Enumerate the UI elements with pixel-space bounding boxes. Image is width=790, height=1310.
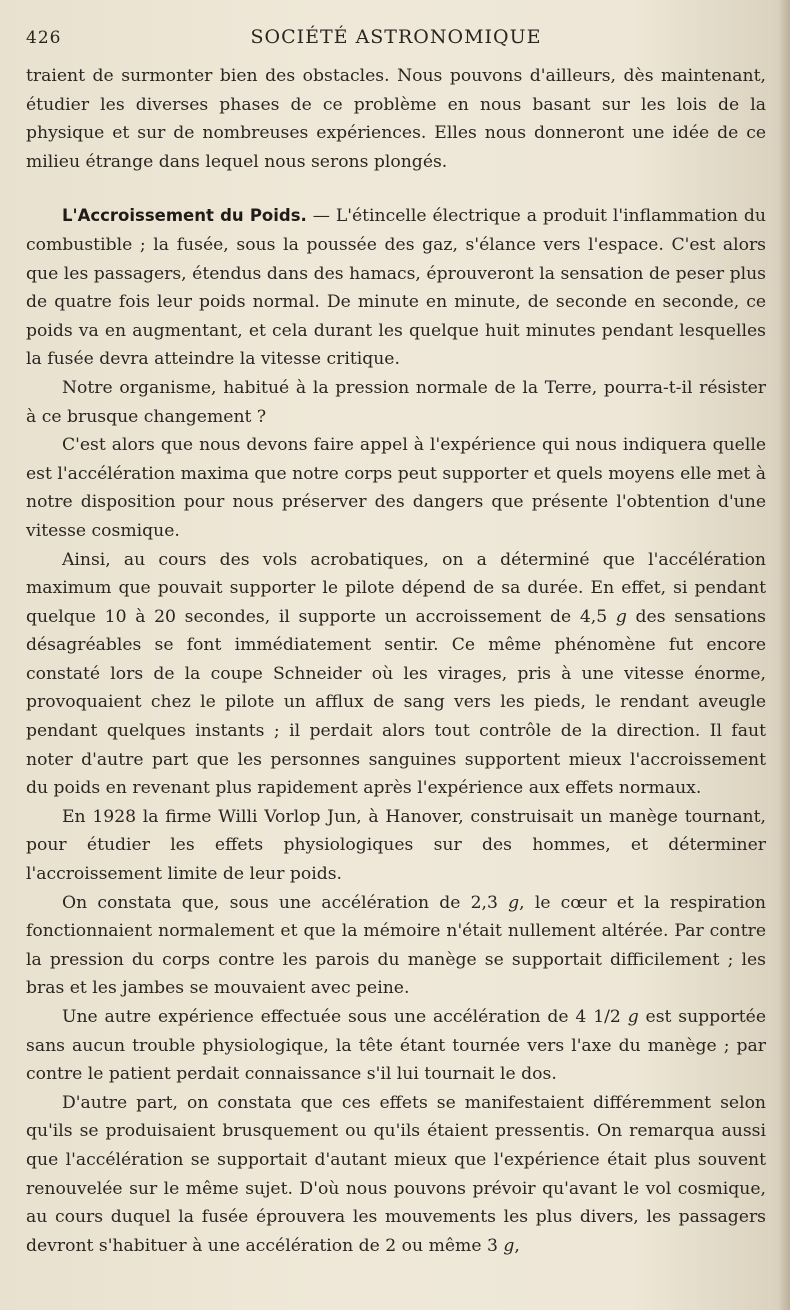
paragraph-text: D'autre part, on constata que ces effets se manifestaient différemment selon qu'ils se produisaient brusquement ou qu'ils étaient pressentis. On remarqua aussi que l'accélération se supportait d'autant mieux que l'expérience était plus souvent renouvelée sur le même sujet. D'où nous pouvons prévoir qu'avant le vol cosmique, au cours duquel la fusée éprouvera les mouvements les plus divers, les passagers devront s'habituer à une accélération de 2 ou même 3: [26, 1092, 766, 1256]
g-unit: g: [503, 1235, 515, 1256]
page-edge-shadow: [778, 0, 790, 1310]
paragraph-text: est supportée sans aucun trouble physiologique, la tête étant tournée vers l'axe du manège ; par contre le patient perdait connaissance s'il lui tournait le dos.: [26, 1007, 766, 1085]
paragraph: Notre organisme, habitué à la pression normale de la Terre, pourra-t-il résister à ce brusque changement ?: [26, 377, 766, 427]
paragraph: [26, 1003, 766, 1089]
paragraph: C'est alors que nous devons faire appel à l'expérience qui nous indiquera quelle est l'accélération maxima que notre corps peut supporter et quels moyens elle met à notre disposition pour nous préserver des dangers que présente l'obtention d'une vitesse cosmique.: [26, 435, 766, 541]
paragraph-text: Une autre expérience effectuée sous une accélération de 4 1/2: [62, 1007, 628, 1027]
g-unit: g: [627, 1007, 639, 1027]
section-gap: [26, 176, 766, 202]
paragraph: [26, 546, 766, 803]
g-unit: g: [508, 892, 520, 913]
paragraph: En 1928 la firme Willi Vorlop Jun, à Hanover, construisait un manège tournant, pour étudier les effets physiologiques sur des hommes, et déterminer l'accroissement limite de leur poids.: [26, 806, 766, 885]
paragraph-continued: traient de surmonter bien des obstacles. Nous pouvons d'ailleurs, dès maintenant, étudier les diverses phases de ce problème en nous basant sur les lois de la physique et sur de nombreuses expériences. Elles nous donneront une idée de ce milieu étrange dans lequel nous serons plongés.: [26, 66, 766, 172]
paragraph: [26, 1089, 766, 1261]
paragraph-text: On constata que, sous une accélération de 2,3: [62, 892, 509, 913]
paragraph-text: , le cœur et la respiration fonctionnaient normalement et que la mémoire n'était nullement altérée. Par contre la pression du corps contre les parois du manège se supportait difficilement ; les bras et les jambes se mouvaient avec peine.: [26, 892, 767, 999]
paragraph: [26, 889, 766, 1003]
paragraph-text: des sensations désagréables se font immédiatement sentir. Ce même phénomène fut encore constaté lors de la coupe Schneider où les virages, pris à une vitesse énorme, provoquaient chez le pilote un afflux de sang vers les pieds, le rendant aveugle pendant quelques instants ; il perdait alors tout contrôle de la direction. Il faut noter d'autre part que les personnes sanguines supportent mieux l'accroissement du poids en revenant plus rapidement après l'expérience aux effets normaux.: [26, 606, 766, 799]
running-title: SOCIÉTÉ ASTRONOMIQUE: [250, 26, 542, 48]
g-unit: g: [615, 606, 627, 627]
paragraph-text: ,: [514, 1235, 520, 1256]
paragraph-section-start: [26, 202, 766, 374]
page-number: 426: [26, 28, 62, 48]
body-text: [26, 62, 766, 1260]
paragraph-text: — L'étincelle électrique a produit l'inflammation du combustible ; la fusée, sous la poussée des gaz, s'élance vers l'espace. C'est alors que les passagers, étendus dans des hamacs, éprouveront la sensation de peser plus de quatre fois leur poids normal. De minute en minute, de seconde en seconde, ce poids va en augmentant, et cela durant les quelque huit minutes pendant lesquelles la fusée devra atteindre la vitesse critique.: [26, 206, 766, 370]
section-title: L'Accroissement du Poids.: [62, 206, 307, 226]
page-header: [26, 22, 766, 54]
paragraph-text: Ainsi, au cours des vols acrobatiques, on a déterminé que l'accélération maximum que pouvait supporter le pilote dépend de sa durée. En effet, si pendant quelque 10 à 20 secondes, il supporte un accroissement de 4,5: [26, 549, 766, 627]
